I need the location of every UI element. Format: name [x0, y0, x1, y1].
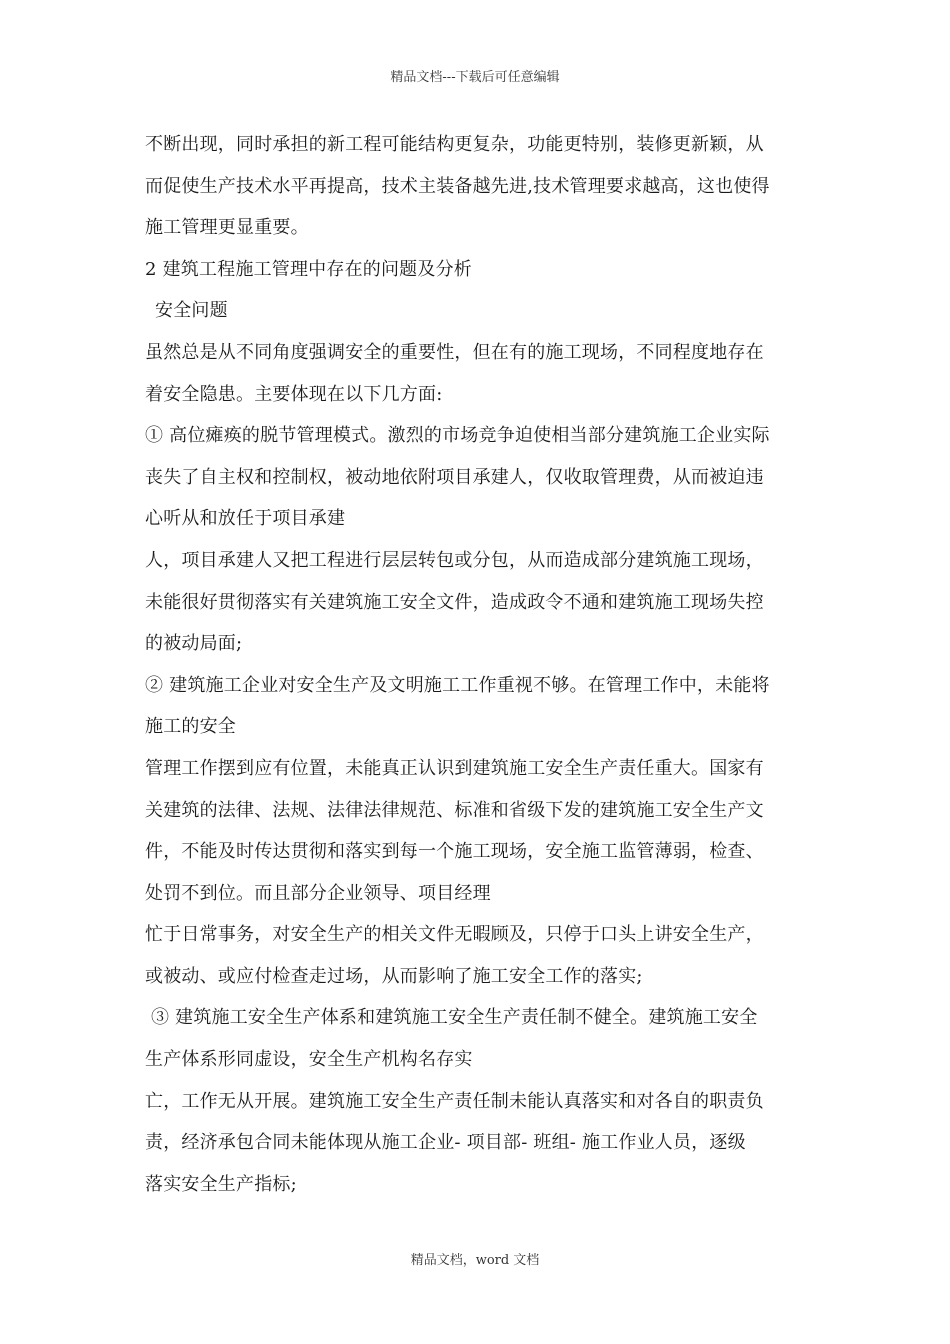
text-line: 件，不能及时传达贯彻和落实到每一个施工现场，安全施工监管薄弱，检查、: [145, 841, 764, 863]
text-line: 心听从和放任于项目承建: [145, 508, 346, 530]
text-line: 人，项目承建人又把工程进行层层转包或分包，从而造成部分建筑施工现场，: [145, 549, 764, 571]
document-body: [145, 124, 815, 1205]
text-line: 生产体系形同虚设，安全生产机构名存实: [145, 1049, 473, 1071]
text-line: ② 建筑施工企业对安全生产及文明施工工作重视不够。在管理工作中，未能将: [145, 674, 770, 696]
text-line: 或被动、或应付检查走过场，从而影响了施工安全工作的落实;: [145, 965, 643, 987]
text-line: 责，经济承包合同未能体现从施工企业- 项目部- 班组- 施工作业人员，逐级: [145, 1132, 746, 1154]
text-line: 忙于日常事务，对安全生产的相关文件无暇顾及，只停于口头上讲安全生产，: [145, 924, 764, 946]
text-line: 不断出现，同时承担的新工程可能结构更复杂，功能更特别，装修更新颖，从: [145, 134, 764, 155]
text-line: 施工管理更显重要。: [145, 217, 309, 239]
text-line: 落实安全生产指标;: [145, 1173, 297, 1195]
text-line: 的被动局面;: [145, 633, 243, 655]
text-line: ① 高位瘫痪的脱节管理模式。激烈的市场竞争迫使相当部分建筑施工企业实际: [145, 425, 770, 447]
page-header: 精品文档---下载后可任意编辑: [390, 70, 560, 85]
text-line: ③ 建筑施工安全生产体系和建筑施工安全生产责任制不健全。建筑施工安全: [151, 1007, 758, 1029]
text-line: 施工的安全: [145, 716, 236, 738]
text-line: 关建筑的法律、法规、法律法律规范、标准和省级下发的建筑施工安全生产文: [145, 799, 764, 821]
text-line: 管理工作摆到应有位置，未能真正认识到建筑施工安全生产责任重大。国家有: [145, 757, 764, 779]
text-line: 处罚不到位。而且部分企业领导、项目经理: [145, 882, 491, 904]
subsection-heading: 安全问题: [155, 300, 228, 322]
text-line: 而促使生产技术水平再提高，技术主装备越先进,技术管理要求越高，这也使得: [145, 175, 770, 197]
text-line: 未能很好贯彻落实有关建筑施工安全文件，造成政令不通和建筑施工现场失控: [145, 591, 764, 613]
text-line: 着安全隐患。主要体现在以下几方面:: [145, 383, 443, 405]
text-line: 亡，工作无从开展。建筑施工安全生产责任制未能认真落实和对各自的职责负: [145, 1090, 764, 1112]
text-line: 丧失了自主权和控制权，被动地依附项目承建人，仅收取管理费，从而被迫违: [145, 466, 764, 488]
page-footer: 精品文档，word 文档: [410, 1253, 540, 1268]
section-heading: 2 建筑工程施工管理中存在的问题及分析: [145, 258, 472, 280]
text-line: 虽然总是从不同角度强调安全的重要性，但在有的施工现场，不同程度地存在: [145, 341, 764, 363]
